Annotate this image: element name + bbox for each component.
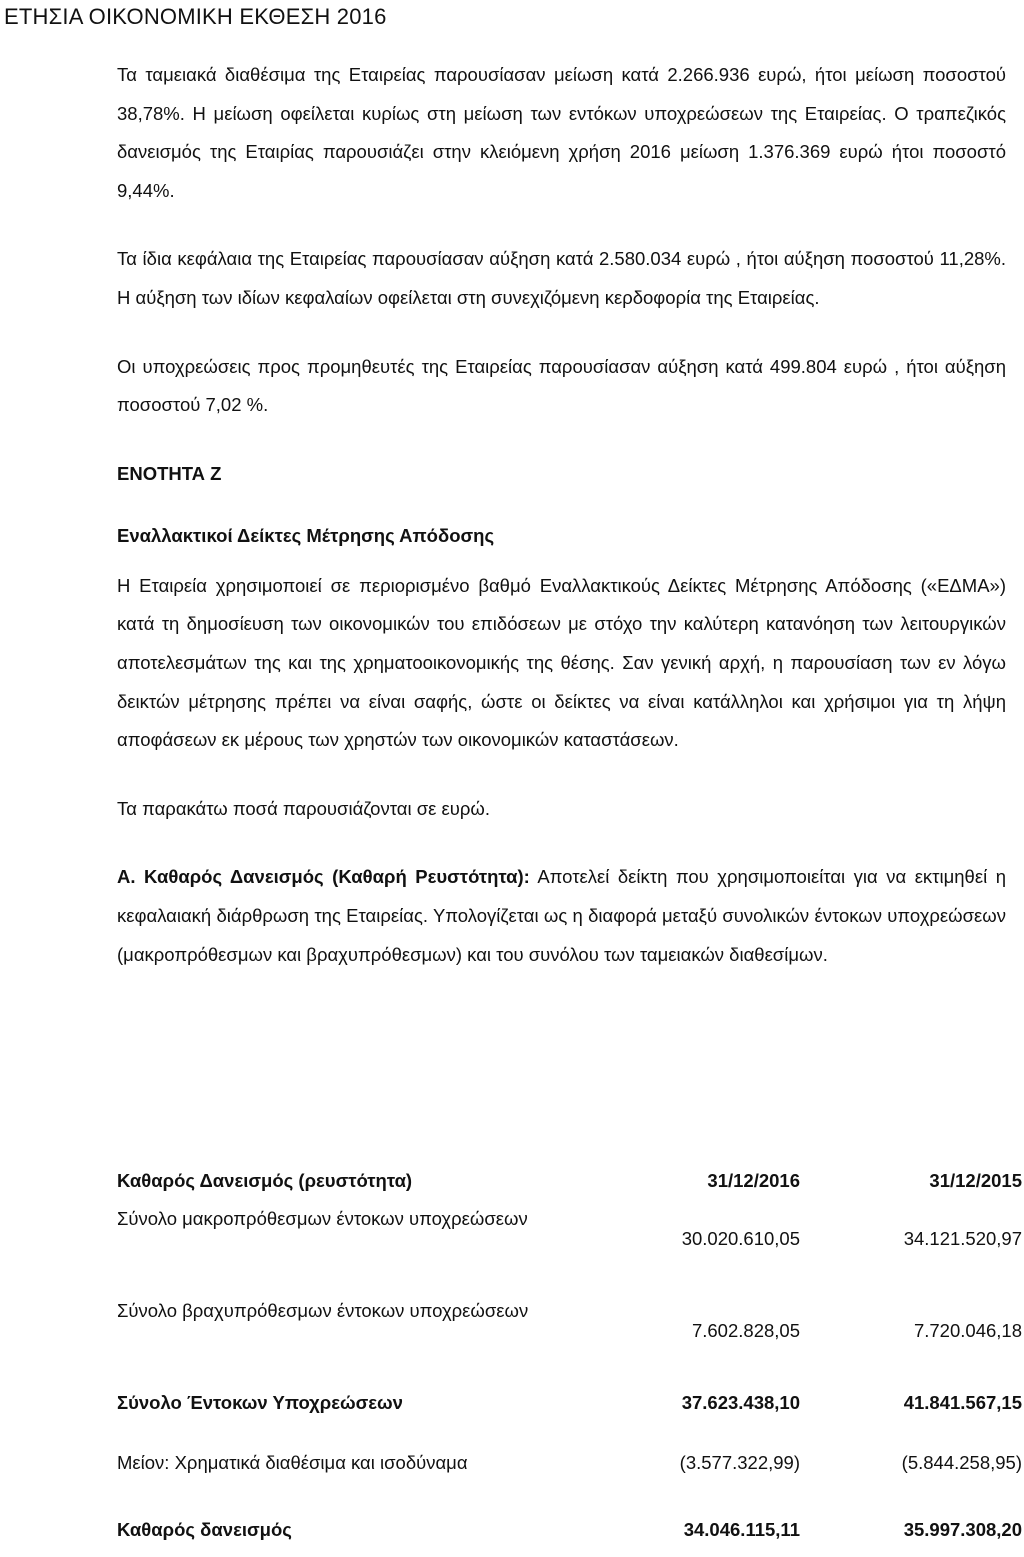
row-label: Μείον: Χρηματικά διαθέσιμα και ισοδύναμα — [117, 1452, 468, 1473]
paragraph-apm: Η Εταιρεία χρησιμοποιεί σε περιορισμένο βαθμό Εναλλακτικούς Δείκτες Μέτρησης Απόδοσης («ΕΔΜΑ») κατά τη δημοσίευση των οικονομικών του επιδόσεων με στόχο την καλύτερη κατανόηση των λειτουργικών αποτελεσμάτων της και της χρηματοοικονομικής της θέσης. Σαν γενική αρχή, η παρουσίαση των εν λόγω δεικτών μέτρησης πρέπει να είναι σαφής, ώστε οι δείκτες να είναι κατάλληλοι και χρήσιμοι για τη λήψη αποφάσεων εκ μέρους των χρηστών των οικονομικών καταστάσεων. — [117, 574, 1006, 751]
row-value-2016: 7.602.828,05 — [691, 1320, 800, 1341]
row-value-2015: 7.720.046,18 — [913, 1320, 1022, 1341]
net-debt-table — [117, 1164, 1022, 1540]
table-row — [117, 1513, 1022, 1553]
report-header: ΕΤΗΣΙΑ ΟΙΚΟΝΟΜΙΚΗ ΕΚΘΕΣΗ 2016 — [4, 4, 387, 29]
subsection-heading: Εναλλακτικοί Δείκτες Μέτρησης Απόδοσης — [117, 524, 495, 546]
table-row — [117, 1294, 1022, 1366]
table-row — [117, 1446, 1022, 1486]
report-body — [117, 56, 1006, 974]
row-label: Σύνολο Έντοκων Υποχρεώσεων — [117, 1392, 403, 1413]
paragraph-cash: Τα ταμειακά διαθέσιμα της Εταιρείας παρουσίασαν μείωση κατά 2.266.936 ευρώ, ήτοι μείωση ποσοστού 38,78%. Η μείωση οφείλεται κυρίως στη μείωση των εντόκων υποχρεώσεων της Εταιρείας. Ο τραπεζικός δανεισμός της Εταιρίας παρουσιάζει στην κλειόμενη χρήση 2016 μείωση 1.376.369 ευρώ ήτοι ποσοστό 9,44%. — [117, 64, 1006, 201]
row-label: Σύνολο μακροπρόθεσμων έντοκων υποχρεώσεων — [117, 1208, 528, 1229]
table-row — [117, 1386, 1022, 1426]
row-value-2015: (5.844.258,95) — [901, 1452, 1022, 1473]
row-value-2016: 37.623.438,10 — [681, 1392, 800, 1413]
row-value-2016: 30.020.610,05 — [681, 1228, 800, 1249]
net-debt-text: Αποτελεί δείκτη που χρησιμοποιείται για να εκτιμηθεί η κεφαλαιακή διάρθρωση της Εταιρείας. Υπολογίζεται ως η διαφορά μεταξύ συνολικών έντοκων υποχρεώσεων (μακροπρόθεσμων και βραχυπρόθεσμων) και του συνόλου των ταμειακών διαθεσίμων. — [117, 866, 1006, 965]
row-value-2016: 34.046.115,11 — [683, 1519, 800, 1540]
row-value-2015: 35.997.308,20 — [903, 1519, 1022, 1540]
table-row — [117, 1202, 1022, 1274]
paragraph-currency-note: Τα παρακάτω ποσά παρουσιάζονται σε ευρώ. — [117, 797, 490, 819]
table-header-label: Καθαρός Δανεισμός (ρευστότητα) — [117, 1170, 413, 1191]
table-header-2015: 31/12/2015 — [929, 1170, 1022, 1191]
paragraph-net-debt — [117, 858, 1006, 974]
paragraph-equity: Τα ίδια κεφάλαια της Εταιρείας παρουσίασαν αύξηση κατά 2.580.034 ευρώ , ήτοι αύξηση ποσοστού 11,28%. Η αύξηση των ιδίων κεφαλαίων οφείλεται στη συνεχιζόμενη κερδοφορία της Εταιρείας. — [117, 248, 1006, 308]
table-header-row — [117, 1164, 1022, 1204]
table-header-2016: 31/12/2016 — [707, 1170, 800, 1191]
row-label: Σύνολο βραχυπρόθεσμων έντοκων υποχρεώσεων — [117, 1300, 529, 1321]
row-value-2015: 41.841.567,15 — [903, 1392, 1022, 1413]
row-value-2016: (3.577.322,99) — [679, 1452, 800, 1473]
row-label: Καθαρός δανεισμός — [117, 1519, 292, 1540]
net-debt-lead: Α. Καθαρός Δανεισμός (Καθαρή Ρευστότητα): — [117, 866, 530, 888]
paragraph-suppliers: Οι υποχρεώσεις προς προμηθευτές της Εταιρείας παρουσίασαν αύξηση κατά 499.804 ευρώ , ήτοι αύξηση ποσοστού 7,02 %. — [117, 355, 1006, 416]
section-heading: ΕΝΟΤΗΤΑ Ζ — [117, 462, 222, 484]
row-value-2015: 34.121.520,97 — [903, 1228, 1022, 1249]
